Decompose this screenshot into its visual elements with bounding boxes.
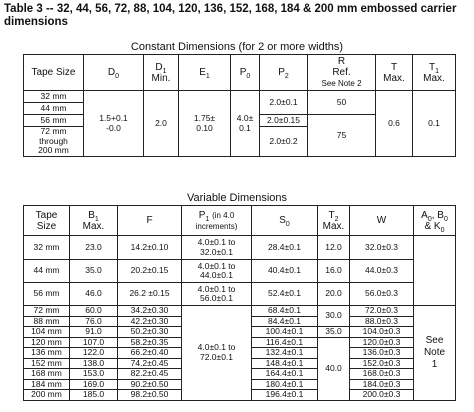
s0-cell: 100.4±0.1 xyxy=(252,327,318,338)
f-cell: 66.2±0.40 xyxy=(118,348,182,359)
p0-value: 4.0± 0.1 xyxy=(231,91,260,157)
s0-cell: 180.4±0.1 xyxy=(252,379,318,390)
size-cell: 32 mm xyxy=(24,236,70,260)
s0-cell: 148.4±0.1 xyxy=(252,358,318,369)
header-p0: $P_0$ xyxy=(231,55,260,91)
f-cell: 42.2±0.30 xyxy=(118,316,182,327)
header-b1: $B_1$ Max. xyxy=(70,206,118,236)
p1-cell: 4.0±0.1 to 56.0±0.1 xyxy=(182,283,252,306)
w-cell: 32.0±0.3 xyxy=(350,236,414,260)
b1-cell: 153.0 xyxy=(70,369,118,380)
s0-cell: 52.4±0.1 xyxy=(252,283,318,306)
p2-value-3: 2.0±0.2 xyxy=(260,127,308,157)
e1-value: 1.75± 0.10 xyxy=(179,91,231,157)
b1-cell: 35.0 xyxy=(70,260,118,283)
s0-cell: 84.4±0.1 xyxy=(252,316,318,327)
header-w: W xyxy=(350,206,414,236)
b1-cell: 138.0 xyxy=(70,358,118,369)
t2-cell: 30.0 xyxy=(318,306,350,327)
w-cell: 152.0±0.3 xyxy=(350,358,414,369)
f-cell: 20.2±0.15 xyxy=(118,260,182,283)
t-value: 0.6 xyxy=(376,91,413,157)
w-cell: 136.0±0.3 xyxy=(350,348,414,359)
w-cell: 56.0±0.3 xyxy=(350,283,414,306)
size-cell: 152 mm xyxy=(24,358,70,369)
header-t1: $T_1$ Max. xyxy=(413,55,456,91)
variable-dimensions-caption: Variable Dimensions xyxy=(186,192,288,204)
b1-cell: 169.0 xyxy=(70,379,118,390)
t2-cell: 35.0 xyxy=(318,327,350,338)
header-d0: $D_0$ xyxy=(84,55,144,91)
f-cell: 82.2±0.45 xyxy=(118,369,182,380)
s0-cell: 68.4±0.1 xyxy=(252,306,318,317)
p1-cell: 4.0±0.1 to 32.0±0.1 xyxy=(182,236,252,260)
d1-value: 2.0 xyxy=(144,91,179,157)
size-cell: 184 mm xyxy=(24,379,70,390)
size-cell: 104 mm xyxy=(24,327,70,338)
size-cell: 200 mm xyxy=(24,390,70,401)
t2-cell: 20.0 xyxy=(318,283,350,306)
b1-cell: 23.0 xyxy=(70,236,118,260)
header-f: F xyxy=(118,206,182,236)
header-t: T Max. xyxy=(376,55,413,91)
s0-cell: 164.4±0.1 xyxy=(252,369,318,380)
header-p1: $P_1$ (in 4.0 increments) xyxy=(182,206,252,236)
f-cell: 50.2±0.30 xyxy=(118,327,182,338)
a0-b0-k0-cell xyxy=(414,236,456,306)
w-cell: 168.0±0.3 xyxy=(350,369,414,380)
b1-cell: 107.0 xyxy=(70,337,118,348)
f-cell: 26.2 ±0.15 xyxy=(118,283,182,306)
w-cell: 72.0±0.3 xyxy=(350,306,414,317)
size-cell: 168 mm xyxy=(24,369,70,380)
table-title: Table 3 -- 32, 44, 56, 72, 88, 104, 120, 136, 152, 168, 184 & 200 mm embossed carrier dimensions xyxy=(4,3,457,28)
size-cell: 44 mm xyxy=(24,260,70,283)
a0-b0-k0-note: See Note 1 xyxy=(414,306,456,401)
size-cell: 72 mm xyxy=(24,306,70,317)
w-cell: 104.0±0.3 xyxy=(350,327,414,338)
constant-dimensions-table xyxy=(23,54,456,157)
b1-cell: 122.0 xyxy=(70,348,118,359)
t2-cell: 16.0 xyxy=(318,260,350,283)
d0-value: 1.5+0.1 -0.0 xyxy=(84,91,144,157)
b1-cell: 46.0 xyxy=(70,283,118,306)
t2-cell: 40.0 xyxy=(318,337,350,400)
p2-value-2: 2.0±0.15 xyxy=(260,115,308,127)
s0-cell: 132.4±0.1 xyxy=(252,348,318,359)
w-cell: 120.0±0.3 xyxy=(350,337,414,348)
constant-dimensions-caption: Constant Dimensions (for 2 or more widths) xyxy=(130,41,344,53)
p1-cell: 4.0±0.1 to 72.0±0.1 xyxy=(182,306,252,401)
t2-cell: 12.0 xyxy=(318,236,350,260)
f-cell: 74.2±0.45 xyxy=(118,358,182,369)
f-cell: 90.2±0.50 xyxy=(118,379,182,390)
size-cell: 72 mm through 200 mm xyxy=(24,127,84,157)
b1-cell: 60.0 xyxy=(70,306,118,317)
b1-cell: 91.0 xyxy=(70,327,118,338)
size-cell: 56 mm xyxy=(24,283,70,306)
f-cell: 14.2±0.10 xyxy=(118,236,182,260)
p2-value-1: 2.0±0.1 xyxy=(260,91,308,115)
size-cell: 32 mm xyxy=(24,91,84,103)
header-p2: $P_2$ xyxy=(260,55,308,91)
header-tape-size: Tape Size xyxy=(24,55,84,91)
s0-cell: 40.4±0.1 xyxy=(252,260,318,283)
b1-cell: 76.0 xyxy=(70,316,118,327)
size-cell: 44 mm xyxy=(24,103,84,115)
header-r: R Ref. See Note 2 xyxy=(308,55,376,91)
w-cell: 200.0±0.3 xyxy=(350,390,414,401)
size-cell: 88 mm xyxy=(24,316,70,327)
r-value-1: 50 xyxy=(308,91,376,115)
size-cell: 136 mm xyxy=(24,348,70,359)
p1-cell: 4.0±0.1 to 44.0±0.1 xyxy=(182,260,252,283)
f-cell: 98.2±0.50 xyxy=(118,390,182,401)
header-t2: $T_2$ Max. xyxy=(318,206,350,236)
s0-cell: 196.4±0.1 xyxy=(252,390,318,401)
header-a0-b0-k0: $A_0$, $B_0$ & $K_0$ xyxy=(414,206,456,236)
header-e1: $E_1$ xyxy=(179,55,231,91)
w-cell: 44.0±0.3 xyxy=(350,260,414,283)
header-tape-size: Tape Size xyxy=(24,206,70,236)
s0-cell: 116.4±0.1 xyxy=(252,337,318,348)
header-s0: $S_0$ xyxy=(252,206,318,236)
b1-cell: 185.0 xyxy=(70,390,118,401)
t1-value: 0.1 xyxy=(413,91,456,157)
size-cell: 56 mm xyxy=(24,115,84,127)
f-cell: 34.2±0.30 xyxy=(118,306,182,317)
variable-dimensions-table xyxy=(23,205,456,401)
w-cell: 88.0±0.3 xyxy=(350,316,414,327)
f-cell: 58.2±0.35 xyxy=(118,337,182,348)
size-cell: 120 mm xyxy=(24,337,70,348)
header-d1-note: Min. xyxy=(151,72,171,84)
r-value-2: 75 xyxy=(308,115,376,157)
w-cell: 184.0±0.3 xyxy=(350,379,414,390)
s0-cell: 28.4±0.1 xyxy=(252,236,318,260)
header-d1: $D_1$ Min. xyxy=(144,55,179,91)
